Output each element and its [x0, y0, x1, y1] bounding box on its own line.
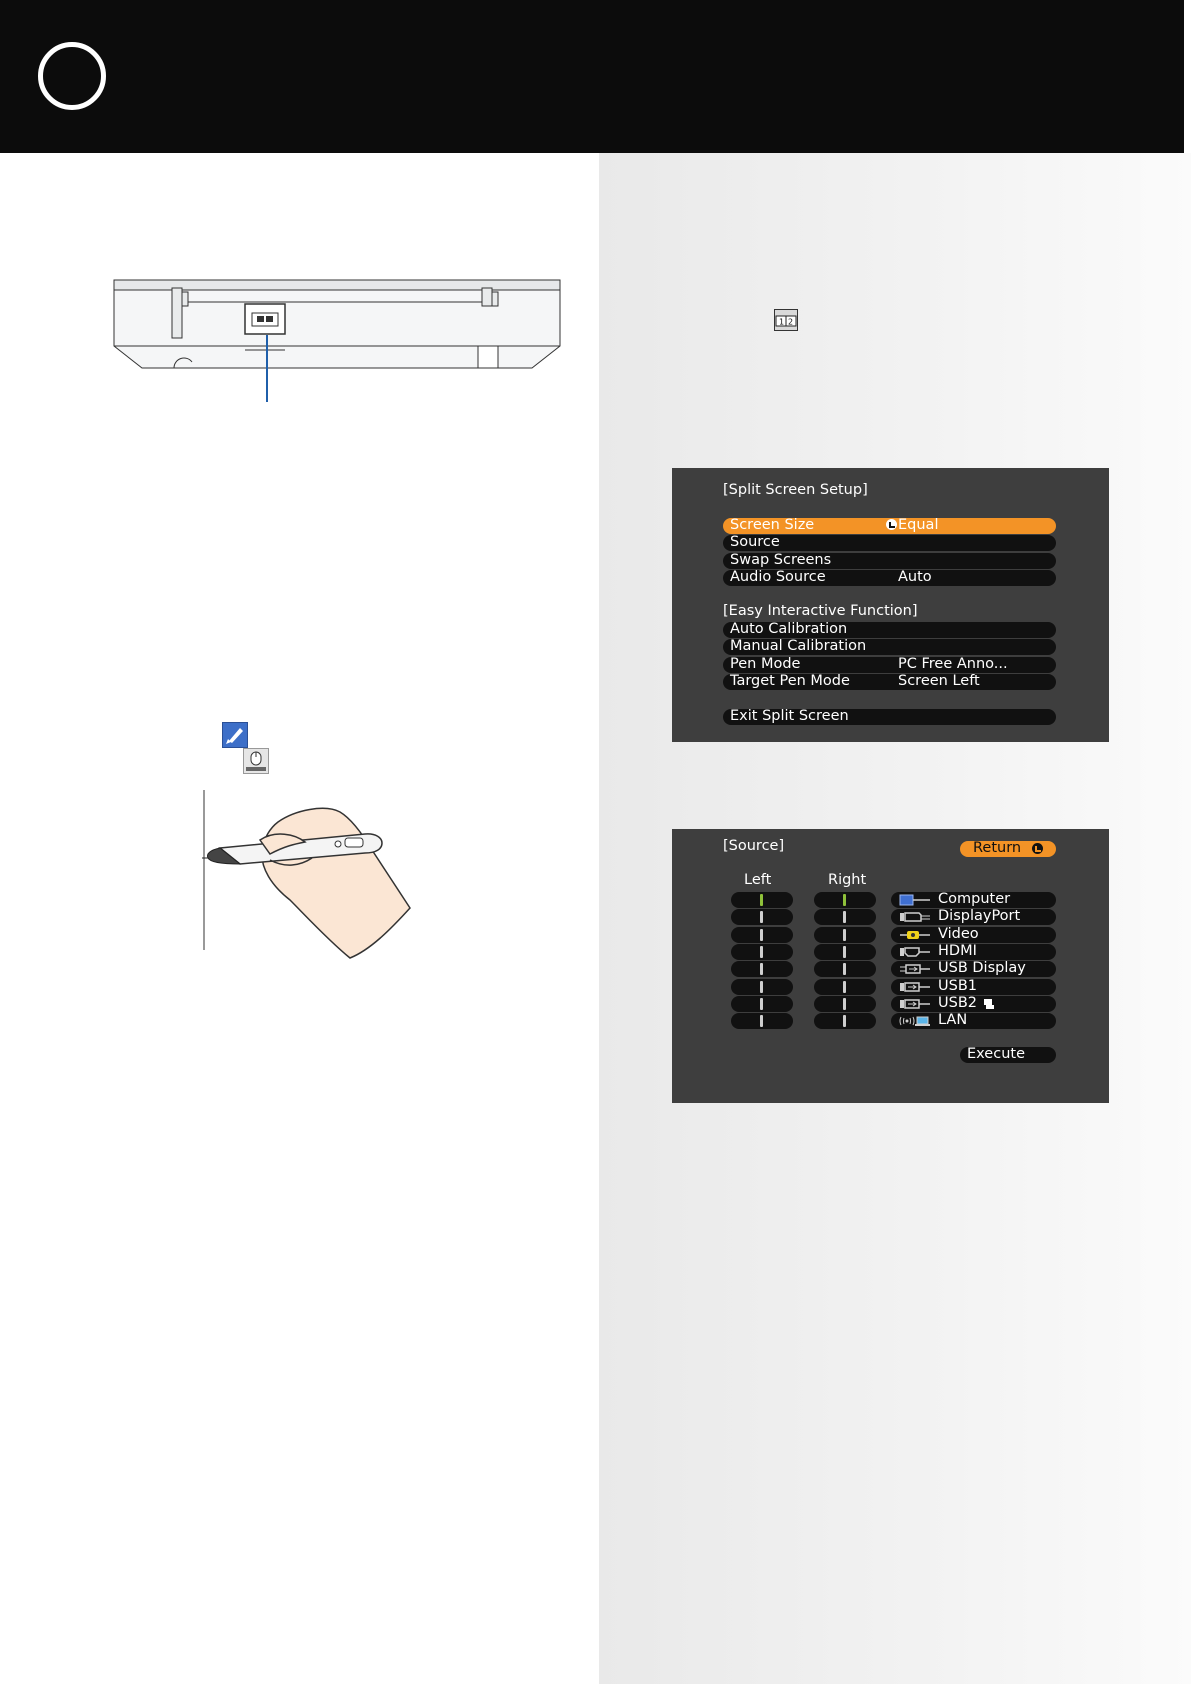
enter-icon	[1032, 843, 1043, 854]
right-selector-usb2[interactable]	[814, 996, 876, 1012]
source-item-usb2[interactable]: USB2	[891, 996, 1056, 1012]
svg-text:1: 1	[779, 317, 785, 327]
left-selector-displayport[interactable]	[731, 909, 793, 925]
left-selector-video[interactable]	[731, 927, 793, 943]
svg-text:2: 2	[788, 317, 794, 327]
enter-icon	[886, 519, 897, 530]
computer-icon	[899, 894, 931, 906]
source-item-lan[interactable]: LAN	[891, 1013, 1056, 1029]
hdmi-icon	[899, 946, 931, 958]
source-item-video[interactable]: Video	[891, 927, 1056, 943]
split-screen-setup-menu	[672, 468, 1109, 742]
connected-device-icon	[982, 997, 996, 1011]
displayport-icon	[899, 911, 931, 923]
menu-item-source[interactable]: Source	[723, 535, 1056, 551]
source-item-hdmi[interactable]: HDMI	[891, 944, 1056, 960]
menu-item-target-pen-mode[interactable]: Target Pen Mode Screen Left	[723, 674, 1056, 690]
right-selector-usb1[interactable]	[814, 979, 876, 995]
source-item-usb1[interactable]: USB1	[891, 979, 1056, 995]
menu-title: [Split Screen Setup]	[723, 482, 868, 498]
usb-icon	[899, 981, 931, 993]
lan-icon	[899, 1015, 931, 1027]
left-selector-usb-display[interactable]	[731, 961, 793, 977]
right-selector-lan[interactable]	[814, 1013, 876, 1029]
page-header	[0, 0, 1191, 153]
left-selector-computer[interactable]	[731, 892, 793, 908]
right-column-label: Right	[828, 872, 867, 888]
mouse-mode-icon	[243, 748, 269, 774]
execute-button[interactable]: Execute	[960, 1047, 1056, 1063]
right-selector-computer[interactable]	[814, 892, 876, 908]
video-icon	[899, 929, 931, 941]
menu-item-screen-size[interactable]: Screen Size Equal	[723, 518, 1056, 534]
usb-icon	[899, 998, 931, 1010]
menu-item-exit-split-screen[interactable]: Exit Split Screen	[723, 709, 1056, 725]
right-selector-displayport[interactable]	[814, 909, 876, 925]
right-selector-usb-display[interactable]	[814, 961, 876, 977]
menu-item-pen-mode[interactable]: Pen Mode PC Free Anno...	[723, 657, 1056, 673]
left-selector-usb2[interactable]	[731, 996, 793, 1012]
section-title: [Easy Interactive Function]	[723, 603, 918, 619]
left-selector-lan[interactable]	[731, 1013, 793, 1029]
left-column-label: Left	[744, 872, 772, 888]
source-item-usb-display[interactable]: USB Display	[891, 961, 1056, 977]
split-screen-icon	[774, 309, 798, 331]
left-selector-hdmi[interactable]	[731, 944, 793, 960]
header-edge	[1184, 0, 1191, 153]
menu-item-audio-source[interactable]: Audio Source Auto	[723, 570, 1056, 586]
menu-item-swap-screens[interactable]: Swap Screens	[723, 553, 1056, 569]
step-number-circle	[38, 42, 106, 110]
left-selector-usb1[interactable]	[731, 979, 793, 995]
device-usb-port-illustration	[112, 278, 562, 403]
source-item-displayport[interactable]: DisplayPort	[891, 909, 1056, 925]
right-selector-video[interactable]	[814, 927, 876, 943]
source-item-computer[interactable]: Computer	[891, 892, 1056, 908]
right-selector-hdmi[interactable]	[814, 944, 876, 960]
menu-title: [Source]	[723, 838, 785, 854]
pen-mode-icon	[222, 722, 248, 748]
interactive-pen-illustration	[200, 790, 430, 960]
menu-item-auto-calibration[interactable]: Auto Calibration	[723, 622, 1056, 638]
return-button[interactable]: Return	[960, 841, 1056, 857]
menu-item-manual-calibration[interactable]: Manual Calibration	[723, 639, 1056, 655]
usb-display-icon	[899, 963, 931, 975]
source-selection-menu	[672, 829, 1109, 1103]
